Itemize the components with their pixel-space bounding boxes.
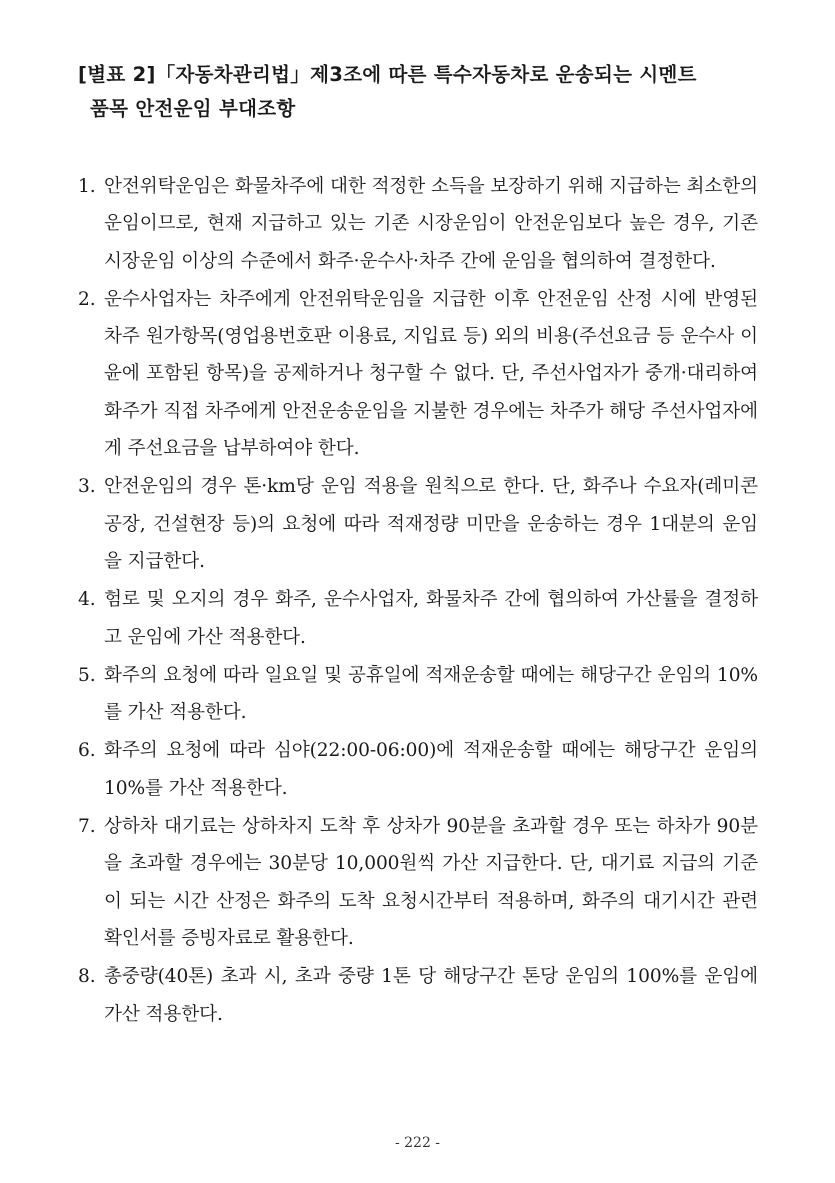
provision-item-5 [78,657,758,732]
provision-text: 총중량(40톤) 초과 시, 초과 중량 1톤 당 해당구간 톤당 운임의 100%를 운임에 가산 적용한다. [104,966,758,1025]
provision-number: 6. [78,740,96,762]
provision-text: 안전운임의 경우 톤·km당 운임 적용을 원칙으로 한다. 단, 화주나 수요자(레미콘 공장, 건설현장 등)의 요청에 따라 적재정량 미만을 운송하는 경우 1대분의 운임을 지급한다. [104,476,758,572]
provision-item-6 [78,732,758,807]
provision-text: 안전위탁운임은 화물차주에 대한 적정한 소득을 보장하기 위해 지급하는 최소한의 운임이므로, 현재 지급하고 있는 기존 시장운임이 안전운임보다 높은 경우, 기존 시장운임 이상의 수준에서 화주·운수사·차주 간에 운임을 협의하여 결정한다. [104,176,758,272]
provision-item-2 [78,281,758,467]
provision-item-7 [78,808,758,957]
provision-text: 화주의 요청에 따라 심야(22:00-06:00)에 적재운송할 때에는 해당구간 운임의 10%를 가산 적용한다. [104,740,758,799]
provision-number: 3. [78,476,96,498]
provision-number: 7. [78,816,96,838]
provision-item-8 [78,958,758,1033]
provision-number: 5. [78,664,96,686]
provision-number: 4. [78,589,96,611]
provision-text: 상하차 대기료는 상하차지 도착 후 상차가 90분을 초과할 경우 또는 하차가 90분을 초과할 경우에는 30분당 10,000원씩 가산 지급한다. 단, 대기료 지급의 기준이 되는 시간 산정은 화주의 도착 요청시간부터 적용하며, 화주의 대기시간 관련 확인서를 증빙자료로 활용한다. [104,816,758,949]
provision-item-3 [78,468,758,580]
provision-text: 험로 및 오지의 경우 화주, 운수사업자, 화물차주 간에 협의하여 가산률을 결정하고 운임에 가산 적용한다. [104,589,758,648]
provision-number: 2. [78,288,96,310]
provision-text: 화주의 요청에 따라 일요일 및 공휴일에 적재운송할 때에는 해당구간 운임의 10%를 가산 적용한다. [104,664,758,724]
provision-number: 8. [78,966,96,988]
provision-item-1 [78,168,758,280]
provision-list [78,168,758,1034]
provision-item-4 [78,581,758,656]
document-title [78,58,758,126]
title-line-2: 품목 안전운임 부대조항 [90,97,296,120]
title-line-1: [별표 2]「자동차관리법」제3조에 따른 특수자동차로 운송되는 시멘트 [78,63,697,86]
page-number: - 222 - [394,1135,441,1151]
provision-number: 1. [78,176,96,197]
provision-text: 운수사업자는 차주에게 안전위탁운임을 지급한 이후 안전운임 산정 시에 반영된 차주 원가항목(영업용번호판 이용료, 지입료 등) 외의 비용(주선요금 등 운수사 이윤에 포함된 항목)을 공제하거나 청구할 수 없다. 단, 주선사업자가 중개·대리하여 화주가 직접 차주에게 안전운송운임을 지불한 경우에는 차주가 해당 주선사업자에게 주선요금을 납부하여야 한다. [104,288,758,460]
